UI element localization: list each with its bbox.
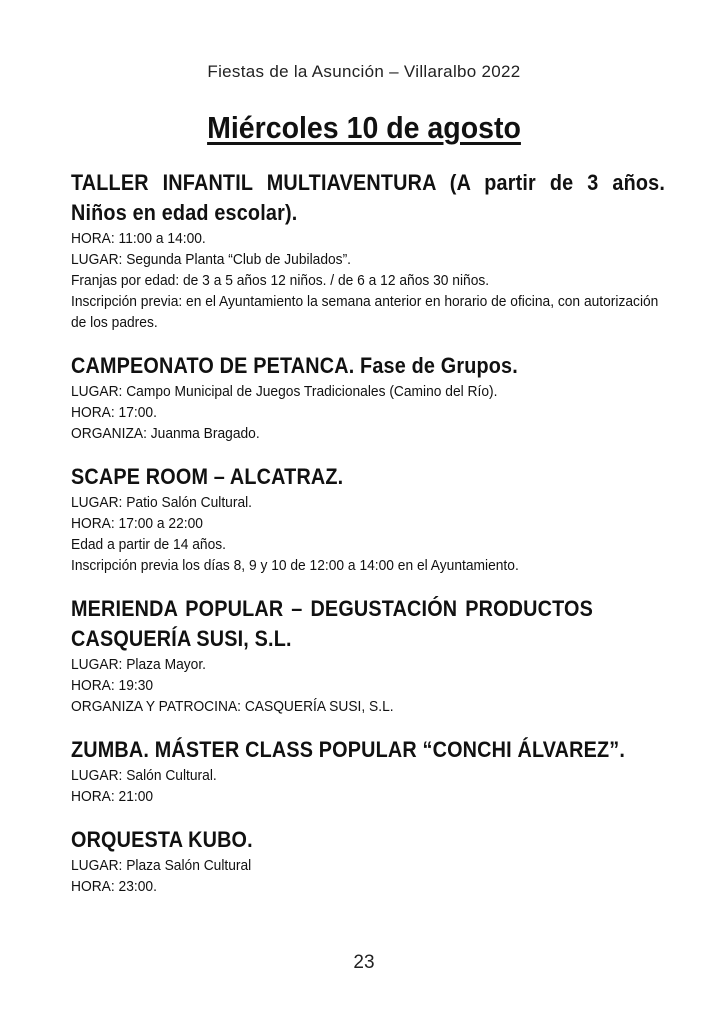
event-detail: LUGAR: Plaza Mayor. — [71, 656, 206, 673]
event-title: MERIENDA POPULAR – DEGUSTACIÓN PRODUCTOS CASQUERÍA SUSI, S.L. — [71, 596, 593, 651]
event-merienda-popular — [71, 594, 671, 717]
page-number: 23 — [353, 952, 375, 973]
event-detail: Inscripción previa los días 8, 9 y 10 de 12:00 a 14:00 en el Ayuntamiento. — [71, 557, 519, 574]
event-detail: Franjas por edad: de 3 a 5 años 12 niños. / de 6 a 12 años 30 niños. — [71, 272, 490, 289]
event-title: SCAPE ROOM – ALCATRAZ. — [71, 464, 344, 489]
event-title: ORQUESTA KUBO. — [71, 827, 253, 852]
event-petanca — [71, 351, 671, 444]
event-detail: HORA: 17:00 a 22:00 — [71, 515, 203, 532]
event-taller-infantil — [71, 168, 671, 333]
page-header: Fiestas de la Asunción – Villaralbo 2022 — [207, 62, 521, 81]
event-orquesta-kubo — [71, 825, 671, 897]
event-detail: Inscripción previa: en el Ayuntamiento la semana anterior en horario de oficina, con autorización de los padres. — [71, 293, 659, 331]
event-detail: Edad a partir de 14 años. — [71, 536, 226, 553]
event-detail: HORA: 21:00 — [71, 788, 154, 805]
page-title: Miércoles 10 de agosto — [207, 110, 521, 145]
event-detail: HORA: 19:30 — [71, 677, 154, 694]
event-detail: LUGAR: Plaza Salón Cultural — [71, 857, 252, 874]
event-title: ZUMBA. MÁSTER CLASS POPULAR “CONCHI ÁLVAREZ”. — [71, 737, 626, 762]
event-scape-room — [71, 462, 671, 576]
event-detail: LUGAR: Patio Salón Cultural. — [71, 494, 253, 511]
event-title: TALLER INFANTIL MULTIAVENTURA (A partir de 3 años. Niños en edad escolar). — [71, 170, 665, 225]
event-detail: ORGANIZA Y PATROCINA: CASQUERÍA SUSI, S.L. — [71, 698, 394, 715]
event-title: CAMPEONATO DE PETANCA. Fase de Grupos. — [71, 353, 518, 378]
event-detail: HORA: 23:00. — [71, 878, 157, 895]
event-detail: LUGAR: Salón Cultural. — [71, 767, 217, 784]
event-detail: LUGAR: Segunda Planta “Club de Jubilados”. — [71, 251, 351, 268]
event-detail: ORGANIZA: Juanma Bragado. — [71, 425, 260, 442]
event-detail: HORA: 11:00 a 14:00. — [71, 230, 206, 247]
event-detail: HORA: 17:00. — [71, 404, 157, 421]
event-zumba — [71, 735, 671, 807]
event-detail: LUGAR: Campo Municipal de Juegos Tradicionales (Camino del Río). — [71, 383, 498, 400]
events-list — [71, 168, 671, 915]
